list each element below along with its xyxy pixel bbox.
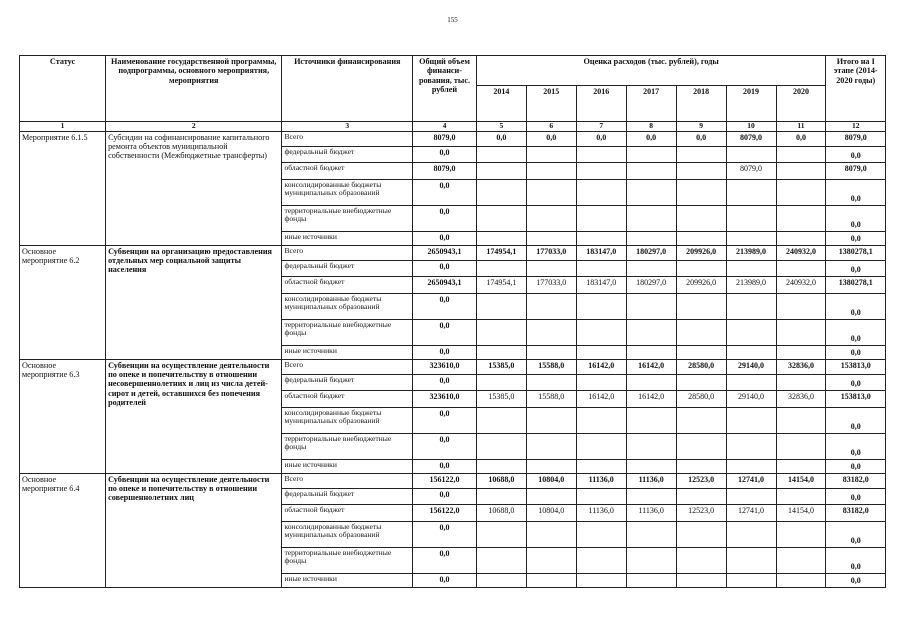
year-value-2015: 10804,0 xyxy=(526,473,576,488)
year-value-2020 xyxy=(776,260,826,276)
year-value-2015 xyxy=(526,433,576,459)
year-value-2015 xyxy=(526,521,576,547)
year-value-2014 xyxy=(476,573,526,587)
year-value-2020: 32836,0 xyxy=(776,359,826,374)
year-value-2017 xyxy=(626,547,676,573)
header-year-2017: 2017 xyxy=(626,86,676,122)
year-value-2018 xyxy=(676,374,726,390)
year-value-2014 xyxy=(476,433,526,459)
year-value-2014 xyxy=(476,407,526,433)
year-value-2020 xyxy=(776,345,826,359)
year-value-2018 xyxy=(676,433,726,459)
header-year-2019: 2019 xyxy=(726,86,776,122)
year-value-2016 xyxy=(576,521,626,547)
column-number-12: 12 xyxy=(826,122,886,132)
stage-total-cell: 0,0 xyxy=(826,205,886,231)
source-cell: консолидированные бюджеты муниципальных образований xyxy=(282,293,413,319)
year-value-2019 xyxy=(726,345,776,359)
year-value-2018 xyxy=(676,547,726,573)
total-cell: 0,0 xyxy=(413,293,477,319)
year-value-2020 xyxy=(776,459,826,473)
header-sources: Источники финансирования xyxy=(282,56,413,122)
year-value-2019: 8079,0 xyxy=(726,162,776,179)
year-value-2019 xyxy=(726,319,776,345)
year-value-2014 xyxy=(476,231,526,245)
year-value-2018 xyxy=(676,231,726,245)
column-number-1: 1 xyxy=(20,122,106,132)
column-number-3: 3 xyxy=(282,122,413,132)
year-value-2017: 11136,0 xyxy=(626,504,676,521)
year-value-2018 xyxy=(676,146,726,162)
column-number-4: 4 xyxy=(413,122,477,132)
stage-total-cell: 8079,0 xyxy=(826,131,886,146)
total-cell: 0,0 xyxy=(413,205,477,231)
stage-total-cell: 0,0 xyxy=(826,547,886,573)
source-cell: областной бюджет xyxy=(282,504,413,521)
page-number: 155 xyxy=(447,16,458,24)
year-value-2016: 0,0 xyxy=(576,131,626,146)
source-cell: федеральный бюджет xyxy=(282,146,413,162)
year-value-2015 xyxy=(526,260,576,276)
year-value-2019 xyxy=(726,407,776,433)
year-value-2014: 15385,0 xyxy=(476,359,526,374)
table-row xyxy=(20,245,886,260)
year-value-2019 xyxy=(726,293,776,319)
year-value-2020 xyxy=(776,146,826,162)
year-value-2014 xyxy=(476,547,526,573)
year-value-2015 xyxy=(526,407,576,433)
year-value-2019: 213989,0 xyxy=(726,276,776,293)
year-value-2018: 12523,0 xyxy=(676,504,726,521)
status-cell: Мероприятие 6.1.5 xyxy=(20,131,106,245)
stage-total-cell: 8079,0 xyxy=(826,162,886,179)
year-value-2018 xyxy=(676,205,726,231)
stage-total-cell: 83182,0 xyxy=(826,504,886,521)
year-value-2014 xyxy=(476,260,526,276)
year-value-2014 xyxy=(476,319,526,345)
source-cell: федеральный бюджет xyxy=(282,374,413,390)
year-value-2015 xyxy=(526,205,576,231)
source-cell: территориальные внебюджетные фонды xyxy=(282,433,413,459)
column-number-6: 6 xyxy=(526,122,576,132)
year-value-2014 xyxy=(476,146,526,162)
source-cell: Всего xyxy=(282,245,413,260)
stage-total-cell: 0,0 xyxy=(826,573,886,587)
year-value-2020 xyxy=(776,433,826,459)
year-value-2018 xyxy=(676,293,726,319)
year-value-2015 xyxy=(526,374,576,390)
table-row xyxy=(20,359,886,374)
total-cell: 156122,0 xyxy=(413,473,477,488)
year-value-2019 xyxy=(726,205,776,231)
year-value-2014: 10688,0 xyxy=(476,504,526,521)
year-value-2016 xyxy=(576,179,626,205)
year-value-2020: 240932,0 xyxy=(776,245,826,260)
year-value-2019 xyxy=(726,547,776,573)
year-value-2018 xyxy=(676,573,726,587)
year-value-2015: 0,0 xyxy=(526,131,576,146)
total-cell: 323610,0 xyxy=(413,390,477,407)
year-value-2016: 11136,0 xyxy=(576,473,626,488)
year-value-2017 xyxy=(626,162,676,179)
year-value-2016 xyxy=(576,146,626,162)
stage-total-cell: 0,0 xyxy=(826,146,886,162)
year-value-2018 xyxy=(676,459,726,473)
year-value-2016: 11136,0 xyxy=(576,504,626,521)
year-value-2014 xyxy=(476,374,526,390)
header-year-2014: 2014 xyxy=(476,86,526,122)
stage-total-cell: 153813,0 xyxy=(826,359,886,374)
stage-total-cell: 0,0 xyxy=(826,459,886,473)
year-value-2019 xyxy=(726,146,776,162)
total-cell: 0,0 xyxy=(413,459,477,473)
table-row xyxy=(20,473,886,488)
year-value-2020 xyxy=(776,162,826,179)
year-value-2017 xyxy=(626,488,676,504)
year-value-2020 xyxy=(776,205,826,231)
stage-total-cell: 0,0 xyxy=(826,231,886,245)
financing-table xyxy=(19,55,886,588)
year-value-2014 xyxy=(476,179,526,205)
year-value-2015 xyxy=(526,459,576,473)
year-value-2014: 174954,1 xyxy=(476,276,526,293)
year-value-2018 xyxy=(676,488,726,504)
year-value-2019 xyxy=(726,488,776,504)
year-value-2014 xyxy=(476,521,526,547)
stage-total-cell: 0,0 xyxy=(826,319,886,345)
year-value-2015 xyxy=(526,345,576,359)
year-value-2014 xyxy=(476,205,526,231)
total-cell: 323610,0 xyxy=(413,359,477,374)
year-value-2015: 177033,0 xyxy=(526,276,576,293)
year-value-2019: 8079,0 xyxy=(726,131,776,146)
stage-total-cell: 0,0 xyxy=(826,407,886,433)
header-year-2015: 2015 xyxy=(526,86,576,122)
stage-total-cell: 0,0 xyxy=(826,260,886,276)
year-value-2014 xyxy=(476,345,526,359)
total-cell: 0,0 xyxy=(413,260,477,276)
name-cell: Субвенции на осуществление деятельности по опеке и попечительству в отношении несовершеннолетних и лиц из числа детей-сирот и детей, оставшихся без попечения родителей xyxy=(106,359,282,473)
year-value-2018 xyxy=(676,162,726,179)
total-cell: 2650943,1 xyxy=(413,276,477,293)
year-value-2016 xyxy=(576,205,626,231)
header-name: Наименование государственной программы, подпрограммы, основного мероприятия, мероприятия xyxy=(106,56,282,122)
year-value-2020 xyxy=(776,547,826,573)
source-cell: территориальные внебюджетные фонды xyxy=(282,319,413,345)
table-header xyxy=(20,56,886,132)
year-value-2016 xyxy=(576,488,626,504)
total-cell: 0,0 xyxy=(413,345,477,359)
year-value-2020: 14154,0 xyxy=(776,473,826,488)
year-value-2018 xyxy=(676,179,726,205)
year-value-2018: 209926,0 xyxy=(676,276,726,293)
source-cell: консолидированные бюджеты муниципальных образований xyxy=(282,179,413,205)
year-value-2019 xyxy=(726,179,776,205)
year-value-2018 xyxy=(676,260,726,276)
year-value-2020: 0,0 xyxy=(776,131,826,146)
header-status: Статус xyxy=(20,56,106,122)
total-cell: 8079,0 xyxy=(413,162,477,179)
total-cell: 0,0 xyxy=(413,146,477,162)
year-value-2019 xyxy=(726,573,776,587)
header-year-2020: 2020 xyxy=(776,86,826,122)
year-value-2020: 32836,0 xyxy=(776,390,826,407)
year-value-2014 xyxy=(476,293,526,319)
year-value-2017 xyxy=(626,319,676,345)
year-value-2016: 16142,0 xyxy=(576,359,626,374)
source-cell: областной бюджет xyxy=(282,390,413,407)
year-value-2018 xyxy=(676,407,726,433)
year-value-2017 xyxy=(626,459,676,473)
source-cell: федеральный бюджет xyxy=(282,488,413,504)
year-value-2020 xyxy=(776,573,826,587)
year-value-2016 xyxy=(576,293,626,319)
stage-total-cell: 0,0 xyxy=(826,433,886,459)
total-cell: 0,0 xyxy=(413,547,477,573)
year-value-2015 xyxy=(526,179,576,205)
year-value-2017: 11136,0 xyxy=(626,473,676,488)
year-value-2017: 180297,0 xyxy=(626,276,676,293)
year-value-2015 xyxy=(526,293,576,319)
year-value-2018: 209926,0 xyxy=(676,245,726,260)
year-value-2014 xyxy=(476,162,526,179)
year-value-2017 xyxy=(626,205,676,231)
year-value-2019 xyxy=(726,374,776,390)
header-year-2018: 2018 xyxy=(676,86,726,122)
header-stage-total: Итого на I этапе (2014-2020 годы) xyxy=(826,56,886,122)
stage-total-cell: 0,0 xyxy=(826,521,886,547)
year-value-2015 xyxy=(526,488,576,504)
year-value-2018: 28580,0 xyxy=(676,390,726,407)
total-cell: 0,0 xyxy=(413,521,477,547)
total-cell: 0,0 xyxy=(413,433,477,459)
year-value-2017 xyxy=(626,345,676,359)
stage-total-cell: 83182,0 xyxy=(826,473,886,488)
source-cell: иные источники xyxy=(282,459,413,473)
source-cell: Всего xyxy=(282,131,413,146)
year-value-2017: 16142,0 xyxy=(626,390,676,407)
year-value-2016 xyxy=(576,260,626,276)
year-value-2017: 16142,0 xyxy=(626,359,676,374)
source-cell: иные источники xyxy=(282,573,413,587)
year-value-2015 xyxy=(526,573,576,587)
year-value-2019 xyxy=(726,260,776,276)
column-number-9: 9 xyxy=(676,122,726,132)
table-row xyxy=(20,131,886,146)
year-value-2020 xyxy=(776,319,826,345)
year-value-2014: 10688,0 xyxy=(476,473,526,488)
source-cell: иные источники xyxy=(282,345,413,359)
year-value-2018 xyxy=(676,345,726,359)
stage-total-cell: 0,0 xyxy=(826,345,886,359)
year-value-2016: 16142,0 xyxy=(576,390,626,407)
total-cell: 0,0 xyxy=(413,407,477,433)
stage-total-cell: 0,0 xyxy=(826,374,886,390)
year-value-2017 xyxy=(626,573,676,587)
stage-total-cell: 1380278,1 xyxy=(826,276,886,293)
year-value-2015: 15588,0 xyxy=(526,390,576,407)
year-value-2015 xyxy=(526,319,576,345)
year-value-2016 xyxy=(576,433,626,459)
year-value-2019 xyxy=(726,521,776,547)
total-cell: 0,0 xyxy=(413,488,477,504)
year-value-2019 xyxy=(726,231,776,245)
year-value-2020 xyxy=(776,407,826,433)
header-estimate: Оценка расходов (тыс. рублей), годы xyxy=(476,56,826,86)
year-value-2016 xyxy=(576,407,626,433)
year-value-2019: 12741,0 xyxy=(726,473,776,488)
status-cell: Основное мероприятие 6.4 xyxy=(20,473,106,587)
total-cell: 2650943,1 xyxy=(413,245,477,260)
year-value-2019 xyxy=(726,433,776,459)
year-value-2015: 177033,0 xyxy=(526,245,576,260)
status-cell: Основное мероприятие 6.3 xyxy=(20,359,106,473)
year-value-2017: 0,0 xyxy=(626,131,676,146)
year-value-2019: 213989,0 xyxy=(726,245,776,260)
year-value-2016: 183147,0 xyxy=(576,276,626,293)
year-value-2019 xyxy=(726,459,776,473)
year-value-2016 xyxy=(576,231,626,245)
year-value-2014: 174954,1 xyxy=(476,245,526,260)
year-value-2018: 28580,0 xyxy=(676,359,726,374)
year-value-2015: 15588,0 xyxy=(526,359,576,374)
year-value-2020 xyxy=(776,374,826,390)
year-value-2018: 0,0 xyxy=(676,131,726,146)
year-value-2016: 183147,0 xyxy=(576,245,626,260)
total-cell: 0,0 xyxy=(413,573,477,587)
stage-total-cell: 0,0 xyxy=(826,293,886,319)
stage-total-cell: 153813,0 xyxy=(826,390,886,407)
source-cell: федеральный бюджет xyxy=(282,260,413,276)
year-value-2020 xyxy=(776,179,826,205)
source-cell: иные источники xyxy=(282,231,413,245)
year-value-2014 xyxy=(476,459,526,473)
status-cell: Основное мероприятие 6.2 xyxy=(20,245,106,359)
year-value-2017 xyxy=(626,521,676,547)
column-number-2: 2 xyxy=(106,122,282,132)
source-cell: областной бюджет xyxy=(282,276,413,293)
stage-total-cell: 0,0 xyxy=(826,488,886,504)
year-value-2015 xyxy=(526,146,576,162)
year-value-2018 xyxy=(676,319,726,345)
year-value-2020 xyxy=(776,521,826,547)
year-value-2018 xyxy=(676,521,726,547)
year-value-2018: 12523,0 xyxy=(676,473,726,488)
year-value-2016 xyxy=(576,374,626,390)
year-value-2019: 12741,0 xyxy=(726,504,776,521)
year-value-2020 xyxy=(776,231,826,245)
year-value-2015 xyxy=(526,162,576,179)
column-number-5: 5 xyxy=(476,122,526,132)
header-total: Общий объем финанси-рования, тыс. рублей xyxy=(413,56,477,122)
total-cell: 0,0 xyxy=(413,231,477,245)
source-cell: консолидированные бюджеты муниципальных образований xyxy=(282,407,413,433)
year-value-2019: 29140,0 xyxy=(726,390,776,407)
column-number-10: 10 xyxy=(726,122,776,132)
year-value-2017 xyxy=(626,433,676,459)
total-cell: 8079,0 xyxy=(413,131,477,146)
source-cell: Всего xyxy=(282,359,413,374)
source-cell: Всего xyxy=(282,473,413,488)
stage-total-cell: 0,0 xyxy=(826,179,886,205)
name-cell: Субвенции на организацию предоставления отдельных мер социальной защиты населения xyxy=(106,245,282,359)
total-cell: 0,0 xyxy=(413,319,477,345)
total-cell: 156122,0 xyxy=(413,504,477,521)
year-value-2016 xyxy=(576,162,626,179)
source-cell: областной бюджет xyxy=(282,162,413,179)
name-cell: Субвенции на осуществление деятельности по опеке и попечительству в отношении совершеннолетних лиц xyxy=(106,473,282,587)
year-value-2020 xyxy=(776,488,826,504)
column-number-7: 7 xyxy=(576,122,626,132)
column-number-11: 11 xyxy=(776,122,826,132)
header-year-2016: 2016 xyxy=(576,86,626,122)
total-cell: 0,0 xyxy=(413,374,477,390)
source-cell: территориальные внебюджетные фонды xyxy=(282,205,413,231)
year-value-2017 xyxy=(626,260,676,276)
year-value-2015: 10804,0 xyxy=(526,504,576,521)
year-value-2016 xyxy=(576,319,626,345)
source-cell: территориальные внебюджетные фонды xyxy=(282,547,413,573)
year-value-2020: 240932,0 xyxy=(776,276,826,293)
year-value-2017 xyxy=(626,374,676,390)
stage-total-cell: 1380278,1 xyxy=(826,245,886,260)
year-value-2017 xyxy=(626,179,676,205)
year-value-2017 xyxy=(626,407,676,433)
year-value-2015 xyxy=(526,231,576,245)
year-value-2017 xyxy=(626,293,676,319)
source-cell: консолидированные бюджеты муниципальных образований xyxy=(282,521,413,547)
year-value-2017: 180297,0 xyxy=(626,245,676,260)
name-cell: Субсидии на софинансирование капитального ремонта объектов муниципальной собственности (Межбюджетные трансферты) xyxy=(106,131,282,245)
year-value-2016 xyxy=(576,345,626,359)
year-value-2016 xyxy=(576,547,626,573)
year-value-2020: 14154,0 xyxy=(776,504,826,521)
year-value-2015 xyxy=(526,547,576,573)
year-value-2017 xyxy=(626,231,676,245)
year-value-2014 xyxy=(476,488,526,504)
year-value-2014: 15385,0 xyxy=(476,390,526,407)
year-value-2014: 0,0 xyxy=(476,131,526,146)
total-cell: 0,0 xyxy=(413,179,477,205)
year-value-2020 xyxy=(776,293,826,319)
column-number-8: 8 xyxy=(626,122,676,132)
year-value-2019: 29140,0 xyxy=(726,359,776,374)
year-value-2017 xyxy=(626,146,676,162)
year-value-2016 xyxy=(576,573,626,587)
year-value-2016 xyxy=(576,459,626,473)
